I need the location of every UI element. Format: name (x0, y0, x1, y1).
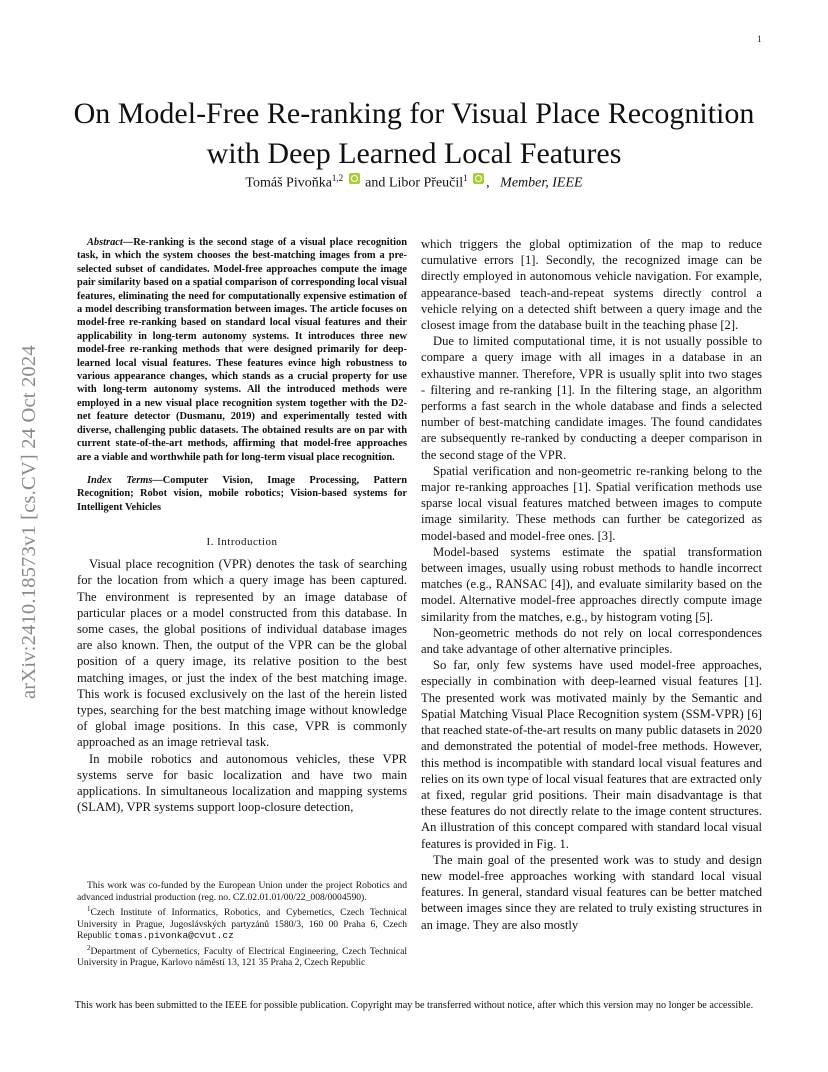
body-paragraph: Non-geometric methods do not rely on local correspondences and take advantage of other alternative principles. (421, 625, 762, 657)
body-paragraph: In mobile robotics and autonomous vehicles, these VPR systems serve for basic localization and have two main applications. In simultaneous localization and mapping systems (SLAM), VPR systems support loop-closure detection, (77, 751, 407, 815)
body-paragraph: Due to limited computational time, it is not usually possible to compare a query image with all images in a database in an exhaustive manner. Therefore, VPR is usually split into two stages - filtering and re-ranking [1]. In the filtering stage, an algorithm performs a fast search in the whole database and finds a selected number of best-matching candidate images. The found candidates are subsequently re-ranked by conducting a deeper comparison in the second stage of the VPR. (421, 334, 762, 462)
author-email-link[interactable]: tomas.pivonka@cvut.cz (114, 930, 234, 942)
body-paragraph: Spatial verification and non-geometric re-ranking belong to the major re-ranking approaches [1]. Spatial verification methods use sparse local visual features matched between images to compute image similarity. These methods can further be categorized as model-based and model-free ones. [3]. (421, 463, 762, 543)
author-1-affiliation-mark: 1,2 (331, 173, 344, 183)
submission-notice: This work has been submitted to the IEEE for possible publication. Copyright may be transferred without notice, after which this version may no longer be accessible. (74, 1000, 754, 1011)
page-number: 1 (757, 34, 762, 44)
left-column (77, 236, 407, 815)
abstract-lead: Abstract (87, 237, 123, 248)
abstract-text: —Re-ranking is the second stage of a visual place recognition task, in which the system chooses the best-matching images from a pre-selected subset of candidates. Model-free approaches compute the image pair similarity based on a spatial comparison of corresponding local visual features, eliminating the need for computationally expensive estimation of a model describing transformation between images. The article focuses on model-free re-ranking based on standard local visual features and their applicability in long-term autonomy systems. It introduces three new model-free re-ranking methods that were designed primarily for deep-learned local visual features. These features evince high robustness to various appearance changes, which stands as a crucial property for use with long-term autonomy systems. All the introduced methods were employed in a new visual place recognition system together with the D2-net feature detector (Dusmanu, 2019) and experimentally tested with diverse, challenging public datasets. The obtained results are on par with current state-of-the-art methods, affirming that model-free approaches are a viable and worthwhile path for long-term visual place recognition. (77, 237, 407, 463)
body-paragraph: Visual place recognition (VPR) denotes the task of searching for the location from which a query image has been captured. The environment is represented by an image database of particular places or a model constructed from this database. In some cases, the global positions of individual database images are also known. Then, the output of the VPR can be the global position of a query image, its relative position to the best matching images, or just the index of the best matching image. This work is focused exclusively on the last of the herein listed types, searching for the best matching image without knowledge of global image positions. In this case, VPR is commonly approached as an image retrieval task. (77, 557, 407, 750)
funding-footnote: This work was co-funded by the European Union under the project Robotics and advanced industrial production (reg. no. CZ.02.01.01/00/22_008/0004590). (77, 880, 407, 903)
body-paragraph: The main goal of the presented work was to study and design new model-free approaches working with standard local visual features. In general, standard visual features can be better matched between images since they are related to truly existing structures in an image. They are also mostly (421, 852, 762, 932)
author-conjunction: and (365, 175, 386, 191)
index-terms (77, 474, 407, 514)
index-terms-text: —Computer Vision, Image Processing, Pattern Recognition; Robot vision, mobile robotics; Vision-based systems for Intelligent Vehicles (77, 474, 407, 513)
author-2-name: Libor Přeučil (388, 175, 464, 191)
author-2-affiliation-mark: 1 (463, 173, 468, 183)
author-line: Tomáš Pivoňka$^{1,2}$ and Libor Přeučil$^1$ , Member, IEEE (245, 173, 583, 191)
section-heading-introduction: I. Introduction (206, 536, 278, 549)
affiliation-footnote-1: $^1$Czech Institute of Informatics, Robotics, and Cybernetics, Czech Technical University in Prague, Jugoslávských partyzánů 1580/3, 160 00 Praha 6, Czech Republic tomas.pivonka@cvut.cz (77, 905, 407, 942)
index-terms-lead: Index Terms (87, 474, 153, 486)
body-paragraph: So far, only few systems have used model-free approaches, especially in combination with deep-learned visual features [1]. The presented work was motivated mainly by the Semantic and Spatial Matching Visual Place Recognition system (SSM-VPR) [6] that reached state-of-the-art results on many public datasets in 2020 and demonstrated the potential of model-free methods. However, this method is incompatible with standard local visual features and relies on its own type of local visual features that are extracted only at fixed, regular grid positions. Their main disadvantage is that these features do not directly relate to the image content structures. An illustration of this concept compared with standard local visual features is provided in Fig. 1. (421, 658, 762, 851)
orcid-icon[interactable] (473, 173, 484, 184)
author-1-name: Tomáš Pivoňka (245, 175, 332, 191)
right-column (421, 236, 762, 933)
orcid-icon[interactable] (349, 173, 360, 184)
body-paragraph: Model-based systems estimate the spatial transformation between images, usually using robust methods to handle incorrect matches (e.g., RANSAC [4]), and evaluate similarity based on the model. Alternative model-free approaches directly compute image similarity from the matches, e.g., by histogram voting [5]. (421, 544, 762, 624)
footnotes (77, 880, 407, 970)
body-paragraph: which triggers the global optimization of the map to reduce cumulative errors [1]. Secondly, the recognized image can be directly employed in autonomous vehicle navigation. For example, appearance-based teach-and-repeat systems directly control a vehicle relying on a detected shift between a query image and the closest image from the database built in the teaching phase [2]. (421, 237, 762, 333)
affiliation-footnote-2: $^2$Department of Cybernetics, Faculty of Electrical Engineering, Czech Technical University in Prague, Karlovo náměstí 13, 121 35 Praha 2, Czech Republic (77, 943, 407, 969)
abstract (77, 236, 407, 464)
membership-note: Member, IEEE (500, 175, 583, 191)
paper-title: On Model-Free Re-ranking for Visual Place Recognition with Deep Learned Local Features (73, 97, 755, 171)
arxiv-stamp[interactable]: arXiv:2410.18573v1 [cs.CV] 24 Oct 2024 (18, 345, 40, 699)
